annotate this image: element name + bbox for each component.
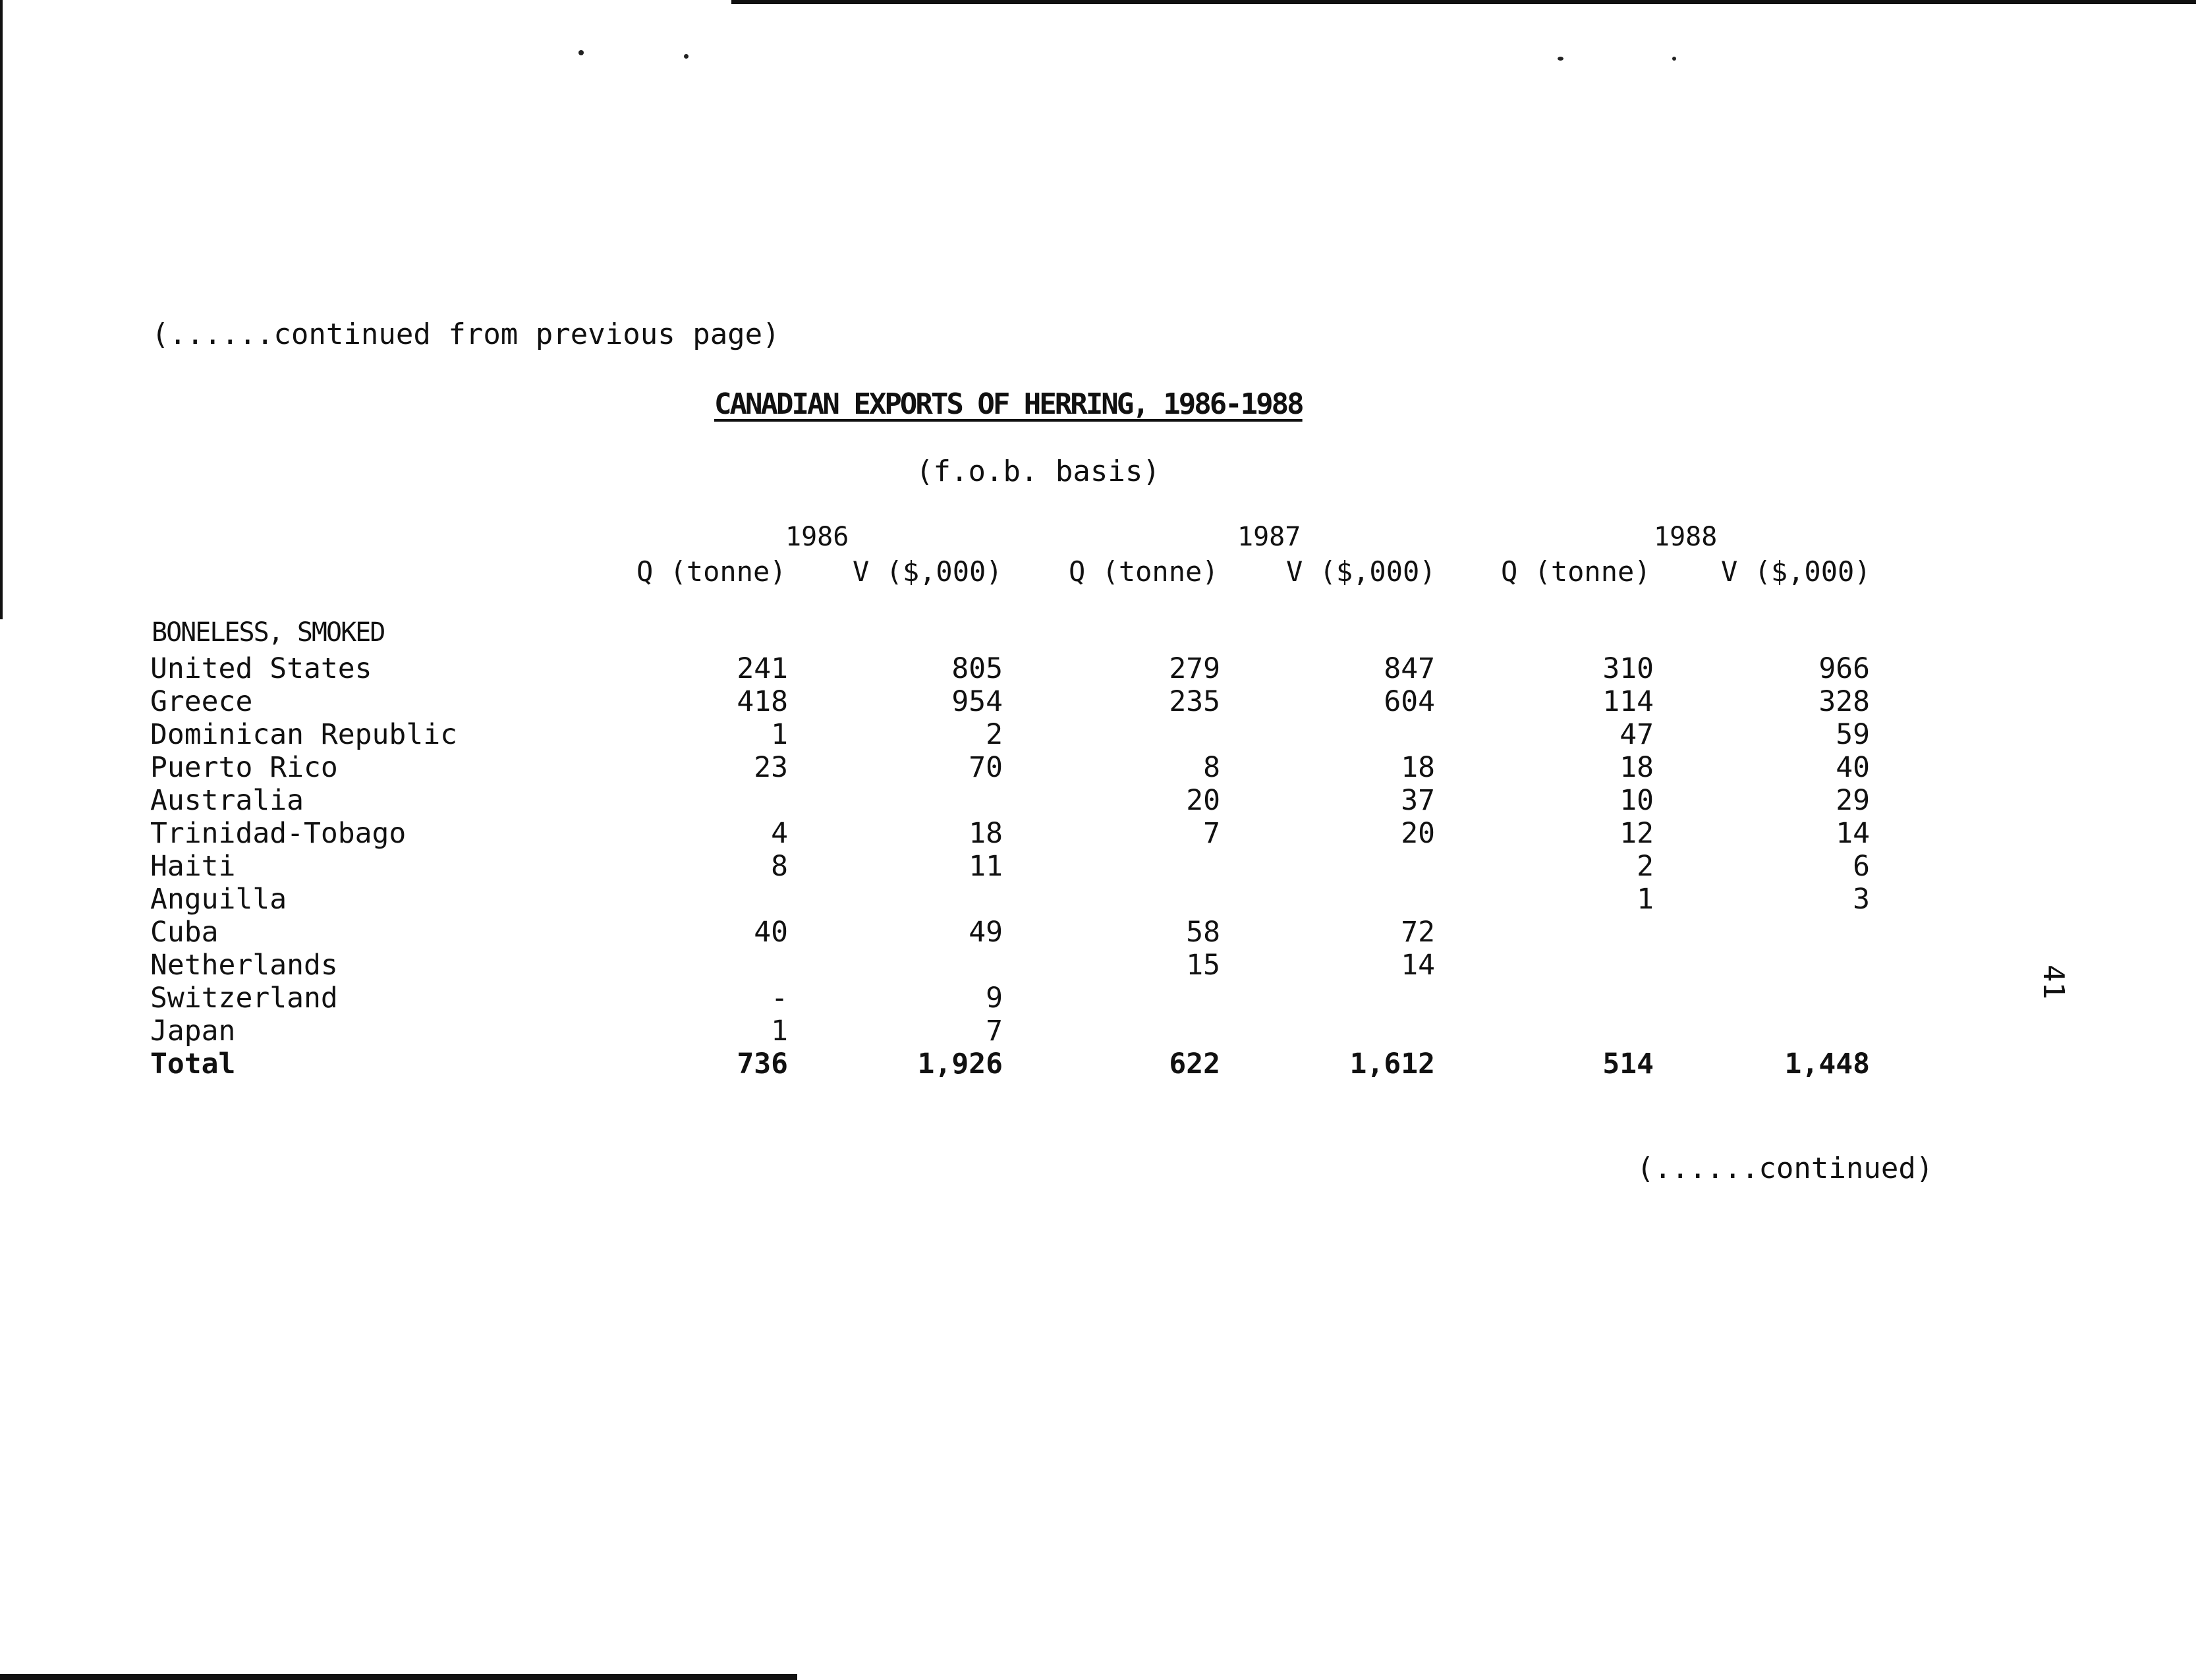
country-name: Netherlands — [150, 949, 338, 982]
quantity-cell: 279 — [1169, 652, 1220, 685]
value-cell: 328 — [1818, 685, 1870, 718]
value-cell: 604 — [1384, 685, 1435, 718]
table-row — [0, 817, 2196, 850]
country-name: Trinidad-Tobago — [150, 817, 407, 850]
value-cell: 6 — [1853, 850, 1870, 883]
total-row — [0, 1048, 2196, 1080]
value-cell: 954 — [951, 685, 1003, 718]
value-cell: 70 — [969, 751, 1003, 784]
value-cell: 18 — [1401, 751, 1435, 784]
scan-speck — [1672, 57, 1676, 61]
country-name: Haiti — [150, 850, 236, 883]
scan-speck — [684, 54, 689, 59]
quantity-cell: 2 — [1637, 850, 1654, 883]
quantity-cell: 58 — [1186, 916, 1220, 949]
table-row — [0, 916, 2196, 949]
continued-note: (......continued) — [1637, 1152, 1934, 1185]
value-cell: 11 — [969, 850, 1003, 883]
value-cell: 7 — [986, 1015, 1003, 1048]
quantity-cell: 1 — [771, 1015, 788, 1048]
table-row — [0, 1015, 2196, 1048]
table-row — [0, 949, 2196, 982]
table-row — [0, 751, 2196, 784]
value-cell: 9 — [986, 982, 1003, 1015]
document-subtitle: (f.o.b. basis) — [916, 455, 1160, 488]
quantity-cell: 622 — [1169, 1048, 1220, 1080]
document-title: CANADIAN EXPORTS OF HERRING, 1986-1988 — [714, 387, 1303, 421]
quantity-cell: 235 — [1169, 685, 1220, 718]
quantity-cell: 18 — [1619, 751, 1654, 784]
quantity-cell: 1 — [771, 718, 788, 751]
quantity-cell: 241 — [737, 652, 788, 685]
quantity-cell: 310 — [1602, 652, 1654, 685]
quantity-cell: 114 — [1602, 685, 1654, 718]
country-name: Anguilla — [150, 883, 287, 916]
year-header-1986: 1986 — [785, 522, 849, 552]
value-cell: 49 — [969, 916, 1003, 949]
value-cell: 1,612 — [1349, 1048, 1435, 1080]
country-name: Total — [150, 1048, 236, 1080]
quantity-cell: 514 — [1602, 1048, 1654, 1080]
value-cell: 40 — [1836, 751, 1870, 784]
column-header-value: V ($,000) — [853, 555, 1003, 588]
country-name: United States — [150, 652, 372, 685]
scan-border-bottom — [0, 1674, 797, 1680]
table-row — [0, 883, 2196, 916]
value-cell: 966 — [1818, 652, 1870, 685]
quantity-cell: 8 — [771, 850, 788, 883]
country-name: Switzerland — [150, 982, 338, 1015]
value-cell: 18 — [969, 817, 1003, 850]
value-cell: 14 — [1836, 817, 1870, 850]
value-cell: 59 — [1836, 718, 1870, 751]
table-row — [0, 850, 2196, 883]
country-name: Puerto Rico — [150, 751, 338, 784]
continued-from-previous-note: (......continued from previous page) — [152, 318, 780, 351]
value-cell: 20 — [1401, 817, 1435, 850]
quantity-cell: 418 — [737, 685, 788, 718]
country-name: Dominican Republic — [150, 718, 457, 751]
quantity-cell: 23 — [754, 751, 788, 784]
table-row — [0, 982, 2196, 1015]
country-name: Greece — [150, 685, 253, 718]
quantity-cell: 1 — [1637, 883, 1654, 916]
country-name: Cuba — [150, 916, 219, 949]
value-cell: 72 — [1401, 916, 1435, 949]
country-name: Japan — [150, 1015, 236, 1048]
quantity-cell: 15 — [1186, 949, 1220, 982]
column-header-value: V ($,000) — [1721, 555, 1871, 588]
quantity-cell: 47 — [1619, 718, 1654, 751]
page-number: 41 — [2036, 965, 2070, 999]
value-cell: 2 — [986, 718, 1003, 751]
value-cell: 3 — [1853, 883, 1870, 916]
column-header-value: V ($,000) — [1286, 555, 1436, 588]
year-header-1987: 1987 — [1237, 522, 1301, 552]
quantity-cell: 4 — [771, 817, 788, 850]
column-header-quantity: Q (tonne) — [1069, 555, 1219, 588]
section-label: BONELESS, SMOKED — [152, 617, 385, 648]
value-cell: 1,926 — [917, 1048, 1003, 1080]
column-header-quantity: Q (tonne) — [1501, 555, 1651, 588]
column-header-quantity: Q (tonne) — [636, 555, 787, 588]
scan-speck — [1558, 57, 1563, 61]
value-cell: 14 — [1401, 949, 1435, 982]
value-cell: 37 — [1401, 784, 1435, 817]
value-cell: 29 — [1836, 784, 1870, 817]
table-row — [0, 718, 2196, 751]
quantity-cell: 8 — [1203, 751, 1220, 784]
quantity-cell: 20 — [1186, 784, 1220, 817]
quantity-cell: - — [771, 982, 788, 1015]
quantity-cell: 40 — [754, 916, 788, 949]
scan-border-top — [731, 0, 2196, 4]
table-row — [0, 784, 2196, 817]
country-name: Australia — [150, 784, 304, 817]
scan-speck — [578, 50, 584, 55]
table-row — [0, 685, 2196, 718]
quantity-cell: 12 — [1619, 817, 1654, 850]
quantity-cell: 10 — [1619, 784, 1654, 817]
table-row — [0, 652, 2196, 685]
year-header-1988: 1988 — [1654, 522, 1718, 552]
value-cell: 1,448 — [1784, 1048, 1870, 1080]
value-cell: 805 — [951, 652, 1003, 685]
quantity-cell: 736 — [737, 1048, 788, 1080]
scan-border-left — [0, 0, 3, 619]
quantity-cell: 7 — [1203, 817, 1220, 850]
value-cell: 847 — [1384, 652, 1435, 685]
